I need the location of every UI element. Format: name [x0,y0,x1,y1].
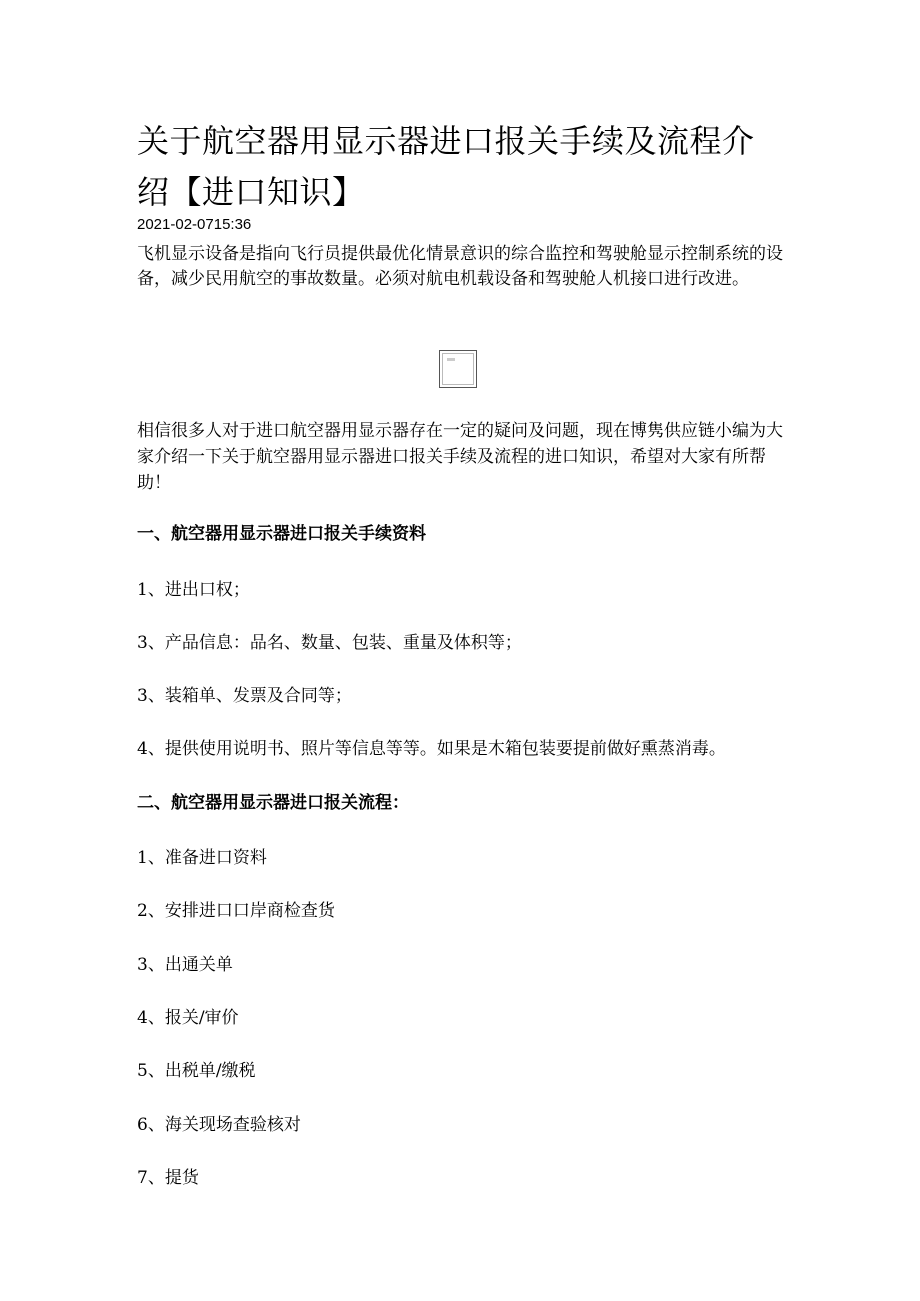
list-item: 4、提供使用说明书、照片等信息等等。如果是木箱包装要提前做好熏蒸消毒。 [137,739,726,759]
list-item: 7、提货 [137,1168,199,1188]
image-mark [447,358,455,361]
list-item: 2、安排进口口岸商检查货 [137,901,335,921]
section-heading-documents: 一、航空器用显示器进口报关手续资料 [137,524,426,544]
list-item: 3、装箱单、发票及合同等； [137,686,352,706]
list-item: 6、海关现场查验核对 [137,1115,301,1135]
list-item: 5、出税单/缴税 [137,1061,256,1081]
list-item: 1、进出口权； [137,580,250,600]
list-item: 3、出通关单 [137,955,233,975]
image-frame [442,353,474,385]
list-item: 1、准备进口资料 [137,848,267,868]
list-item: 3、产品信息：品名、数量、包装、重量及体积等； [137,633,522,653]
publish-date: 2021-02-0715:36 [137,216,252,233]
list-item: 4、报关/审价 [137,1008,239,1028]
body-paragraph: 相信很多人对于进口航空器用显示器存在一定的疑问及问题，现在博隽供应链小编为大家介绍一下关于航空器用显示器进口报关手续及流程的进口知识，希望对大家有所帮助！ [137,421,783,493]
article-title: 关于航空器用显示器进口报关手续及流程介绍【进口知识】 [137,122,755,211]
section-heading-process: 二、航空器用显示器进口报关流程： [137,793,409,813]
broken-image-icon [439,350,477,388]
intro-paragraph: 飞机显示设备是指向飞行员提供最优化情景意识的综合监控和驾驶舱显示控制系统的设备，减少民用航空的事故数量。必须对航电机载设备和驾驶舱人机接口进行改进。 [137,244,783,289]
